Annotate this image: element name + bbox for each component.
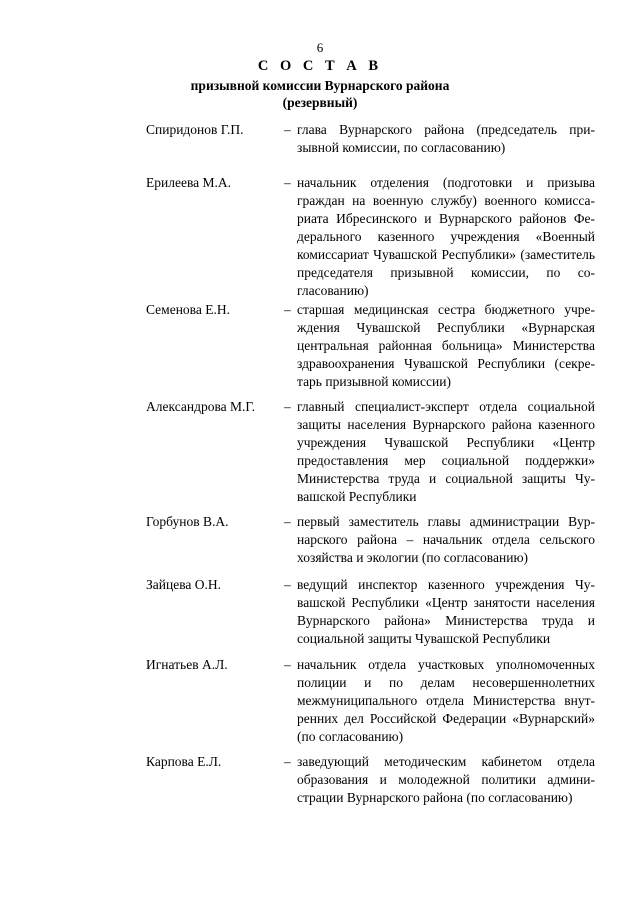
member-dash: –	[284, 754, 291, 769]
member-role: заведующий методическим кабинетом отдела образования и молодежной политики администрации Вурнарского района (по согласованию)	[297, 754, 595, 805]
member-name: Горбунов В.А.	[146, 514, 229, 529]
member-role: начальник отдела участковых уполномоченных полиции и по делам несовершеннолетних межмуниципального отдела Министерства внутренних дел Российской Федерации «Вурнарский» (по согласованию)	[297, 657, 595, 744]
member-role: старшая медицинская сестра бюджетного учреждения Чувашской Республики «Вурнарская центральная районная больница» Министерства здравоохранения Чувашской Республики (секретарь призывной комиссии)	[297, 302, 595, 389]
member-name: Александрова М.Г.	[146, 399, 256, 414]
member-dash: –	[284, 577, 291, 592]
member-dash: –	[284, 399, 291, 414]
member-name: Ерилеева М.А.	[146, 175, 232, 190]
page-number: 6	[316, 40, 324, 55]
document-title: С О С Т А В	[257, 58, 383, 74]
member-name: Карпова Е.Л.	[146, 754, 222, 769]
member-role: глава Вурнарского района (председатель призывной комиссии, по согласованию)	[297, 122, 595, 155]
member-name: Игнатьев А.Л.	[146, 657, 228, 672]
member-dash: –	[284, 302, 291, 317]
member-dash: –	[284, 122, 291, 137]
member-dash: –	[284, 514, 291, 529]
subtitle-line-2: (резервный)	[282, 95, 358, 110]
member-role: первый заместитель главы администрации Вурнарского района – начальник отдела сельского хозяйства и экологии (по согласованию)	[297, 514, 595, 565]
member-role: ведущий инспектор казенного учреждения Чувашской Республики «Центр занятости населения Вурнарского района» Министерства труда и социальной защиты Чувашской Республики	[297, 577, 595, 646]
member-name: Зайцева О.Н.	[146, 577, 222, 592]
member-role: начальник отделения (подготовки и призыва граждан на военную службу) военного комиссариата Ибресинского и Вурнарского районов Федерального казенного учреждения «Военный комиссариат Чувашской Республики» (заместитель председателя призывной комиссии, по согласованию)	[297, 175, 595, 298]
document-subtitle	[0, 77, 640, 111]
member-dash: –	[284, 175, 291, 190]
member-name: Спиридонов Г.П.	[146, 122, 244, 137]
member-dash: –	[284, 657, 291, 672]
subtitle-line-1: призывной комиссии Вурнарского района	[190, 78, 450, 93]
member-role: главный специалист-эксперт отдела социальной защиты населения Вурнарского района казенного учреждения Чувашской Республики «Центр предоставления мер социальной поддержки» Министерства труда и социальной защиты Чувашской Республики	[297, 399, 595, 504]
member-name: Семенова Е.Н.	[146, 302, 230, 317]
